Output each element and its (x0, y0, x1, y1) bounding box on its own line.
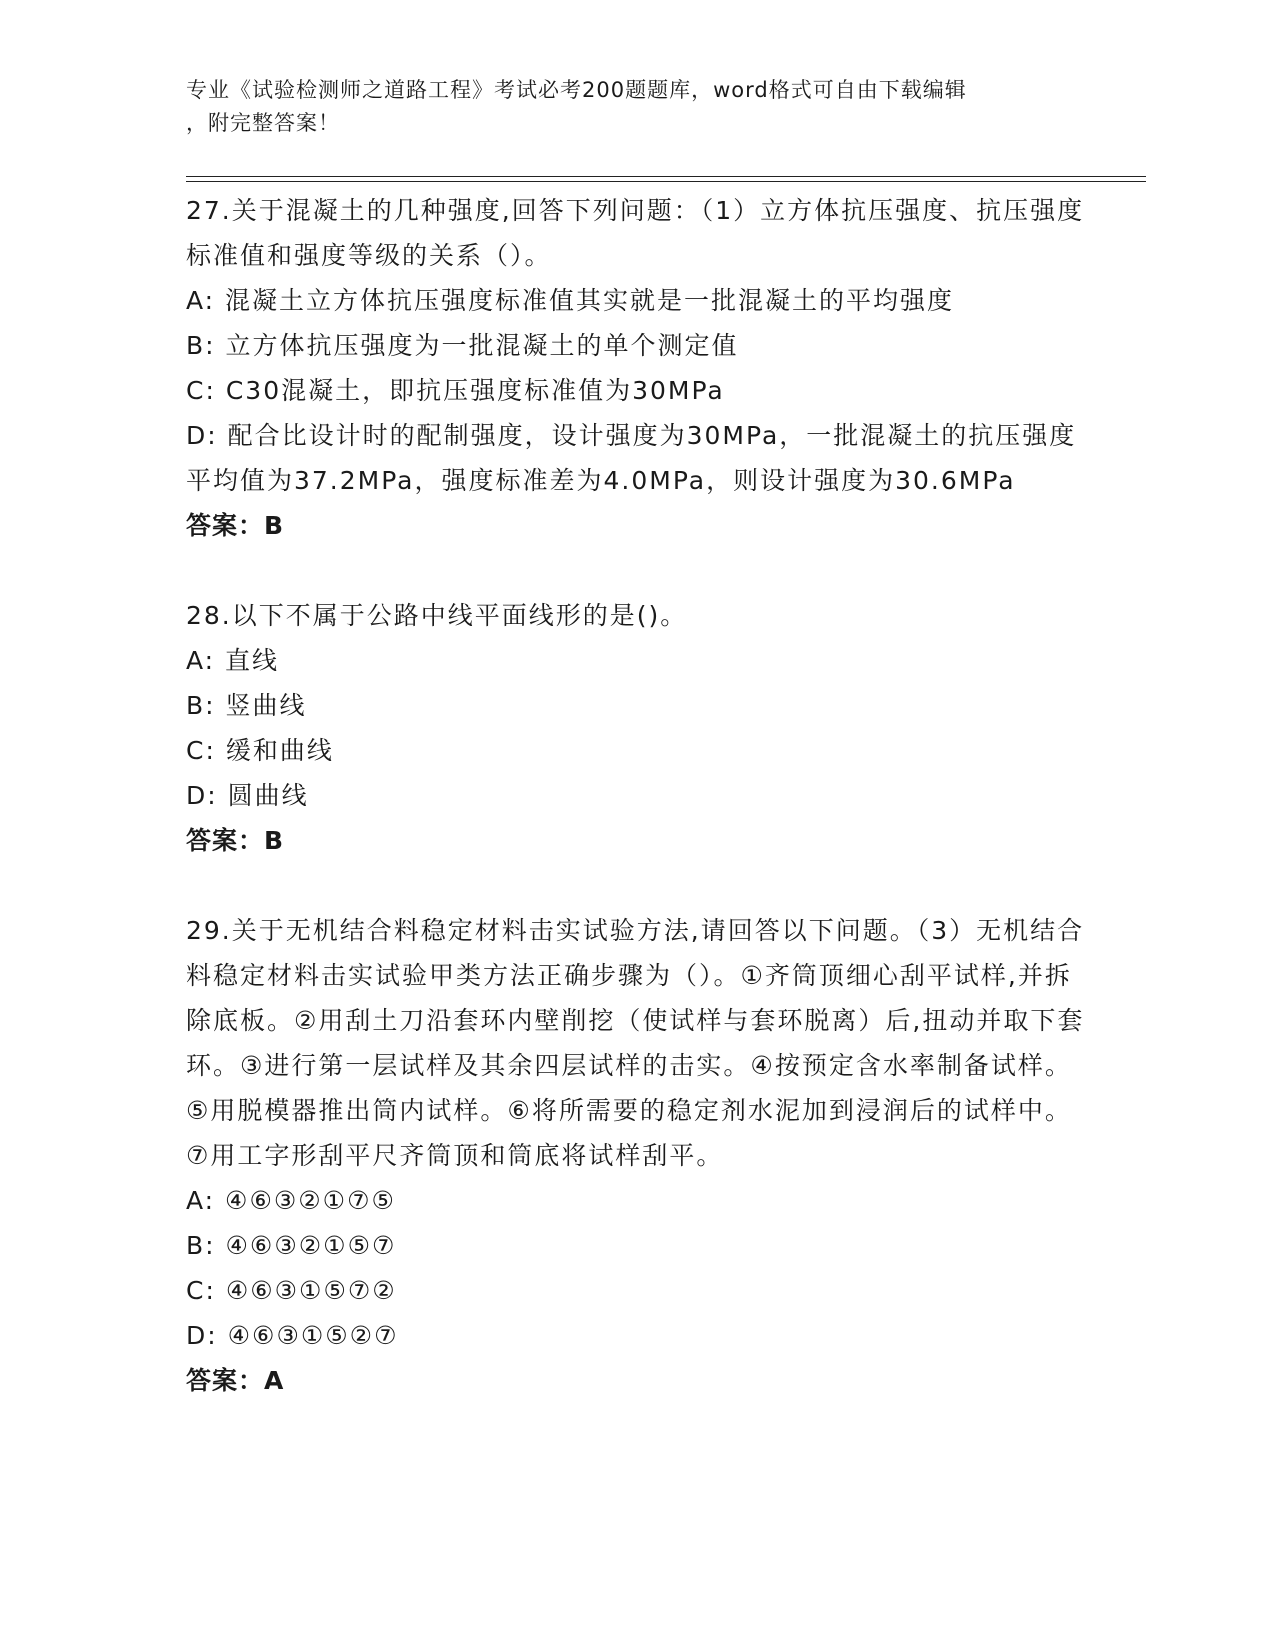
option-d: D: 配合比设计时的配制强度，设计强度为30MPa，一批混凝土的抗压强度平均值为37.2MPa，强度标准差为4.0MPa，则设计强度为30.6MPa (186, 421, 1077, 495)
option-c: C: ④⑥③①⑤⑦② (186, 1276, 397, 1305)
header-line-2: ，附完整答案！ (186, 111, 340, 135)
option-a: A: ④⑥③②①⑦⑤ (186, 1186, 396, 1215)
option-c: C: 缓和曲线 (186, 736, 334, 765)
answer: 答案：B (186, 511, 285, 540)
question-stem: 27.关于混凝土的几种强度,回答下列问题：（1）立方体抗压强度、抗压强度标准值和强度等级的关系（）。 (186, 196, 1085, 270)
question-27 (186, 188, 1086, 548)
question-stem: 29.关于无机结合料稳定材料击实试验方法,请回答以下问题。（3）无机结合料稳定材料击实试验甲类方法正确步骤为（）。①齐筒顶细心刮平试样,并拆除底板。②用刮土刀沿套环内壁削挖（使试样与套环脱离）后,扭动并取下套环。③进行第一层试样及其余四层试样的击实。④按预定含水率制备试样。⑤用脱模器推出筒内试样。⑥将所需要的稳定剂水泥加到浸润后的试样中。⑦用工字形刮平尺齐筒顶和筒底将试样刮平。 (186, 916, 1085, 1170)
option-d: D: ④⑥③①⑤②⑦ (186, 1321, 399, 1350)
answer: 答案：B (186, 826, 285, 855)
option-a: A: 直线 (186, 646, 280, 675)
question-29 (186, 908, 1086, 1403)
header-divider-top (186, 176, 1146, 177)
option-c: C: C30混凝土，即抗压强度标准值为30MPa (186, 376, 725, 405)
option-b: B: 立方体抗压强度为一批混凝土的单个测定值 (186, 331, 739, 360)
option-a: A: 混凝土立方体抗压强度标准值其实就是一批混凝土的平均强度 (186, 286, 955, 315)
question-28 (186, 593, 1086, 863)
question-spacer (186, 863, 1086, 908)
question-stem: 28.以下不属于公路中线平面线形的是()。 (186, 601, 688, 630)
header-line-1: 专业《试验检测师之道路工程》考试必考200题题库，word格式可自由下载编辑 (186, 78, 967, 102)
answer: 答案：A (186, 1366, 285, 1395)
page-header (186, 74, 1066, 140)
option-b: B: 竖曲线 (186, 691, 307, 720)
header-divider-bottom (186, 181, 1146, 182)
question-spacer (186, 548, 1086, 593)
question-list (186, 188, 1086, 1403)
option-d: D: 圆曲线 (186, 781, 309, 810)
option-b: B: ④⑥③②①⑤⑦ (186, 1231, 397, 1260)
